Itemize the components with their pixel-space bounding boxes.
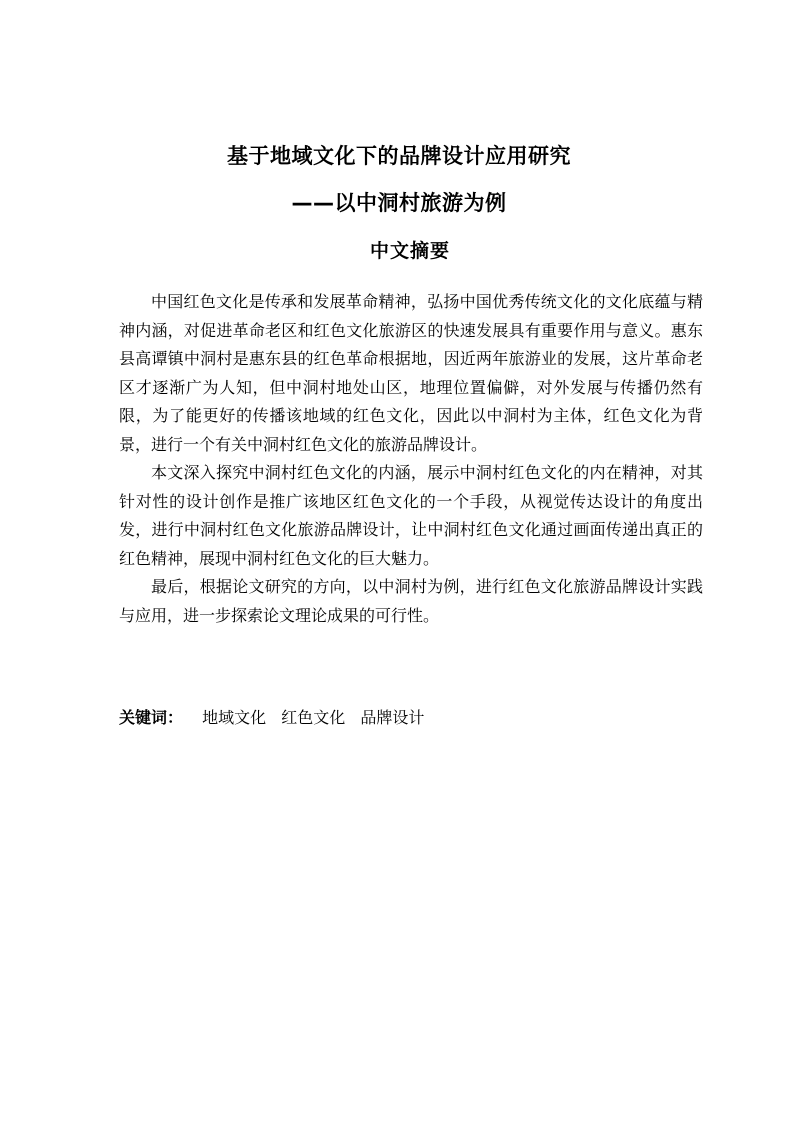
abstract-body bbox=[119, 288, 703, 630]
keywords-label: 关键词： bbox=[119, 708, 184, 727]
paper-title: 基于地域文化下的品牌设计应用研究 bbox=[227, 144, 571, 168]
abstract-paragraph: 中国红色文化是传承和发展革命精神，弘扬中国优秀传统文化的文化底蕴与精神内涵，对促进革命老区和红色文化旅游区的快速发展具有重要作用与意义。惠东县高谭镇中洞村是惠东县的红色革命根据地，因近两年旅游业的发展，这片革命老区才逐渐广为人知，但中洞村地处山区，地理位置偏僻，对外发展与传播仍然有限，为了能更好的传播该地域的红色文化，因此以中洞村为主体，红色文化为背景，进行一个有关中洞村红色文化的旅游品牌设计。 bbox=[119, 292, 703, 454]
keyword-item: 红色文化 bbox=[281, 708, 346, 727]
abstract-paragraph: 最后，根据论文研究的方向，以中洞村为例，进行红色文化旅游品牌设计实践与应用，进一步探索论文理论成果的可行性。 bbox=[119, 577, 703, 625]
keyword-item: 品牌设计 bbox=[360, 708, 425, 727]
paper-subtitle: ——以中洞村旅游为例 bbox=[291, 191, 507, 215]
keyword-item: 地域文化 bbox=[202, 708, 267, 727]
abstract-paragraph: 本文深入探究中洞村红色文化的内涵，展示中洞村红色文化的内在精神，对其针对性的设计创作是推广该地区红色文化的一个手段，从视觉传达设计的角度出发，进行中洞村红色文化旅游品牌设计，让中洞村红色文化通过画面传递出真正的红色精神，展现中洞村红色文化的巨大魅力。 bbox=[119, 463, 703, 568]
keywords-line bbox=[119, 704, 703, 732]
abstract-heading: 中文摘要 bbox=[369, 240, 450, 262]
